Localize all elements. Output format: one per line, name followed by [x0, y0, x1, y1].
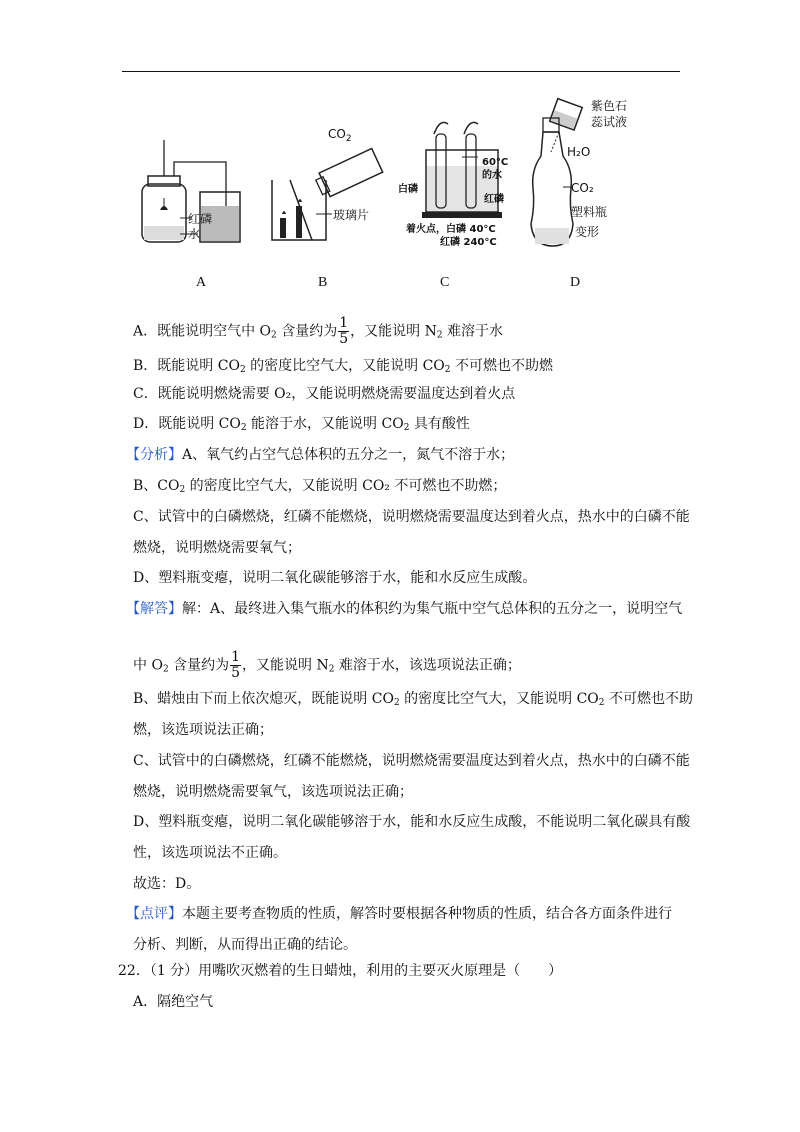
answer-tag: 【解答】	[126, 601, 182, 617]
fig-c-red-p-label: 红磷	[484, 194, 504, 205]
answer-line-7: D、塑料瓶变瘪，说明二氧化碳能够溶于水，能和水反应生成酸，不能说明二氧化碳具有酸	[133, 814, 691, 830]
analysis-line-5: D、塑料瓶变瘪，说明二氧化碳能够溶于水，能和水反应生成酸。	[133, 570, 537, 586]
comment-line-2: 分析、判断，从而得出正确的结论。	[133, 937, 357, 953]
fig-a-red-phosphorus-label: 红磷	[188, 212, 213, 226]
fig-d-litmus-line1: 紫色石	[591, 99, 628, 113]
figure-c-label: C	[440, 275, 450, 290]
fraction-one-fifth: $\frac{1}{5}$	[339, 315, 349, 347]
analysis-line-3: C、试管中的白磷燃烧，红磷不能燃烧，说明燃烧需要温度达到着火点，热水中的白磷不能	[133, 509, 690, 525]
fig-c-hot-water-label: 的水	[482, 170, 502, 181]
answer-line-2: 中 $O_2$ 含量约为 $\frac{1}{5}$ ，又能说明 $N_2$ 难溶于水，该选项说法正确；	[133, 649, 521, 681]
fig-c-white-p-label: 白磷	[398, 184, 418, 195]
answer-line-4: 燃，该选项说法正确；	[133, 722, 273, 738]
analysis-line-1: 【分析】A、氧气约占空气总体积的五分之一，氮气不溶于水；	[126, 447, 515, 463]
fig-d-co2-label: CO₂	[571, 181, 594, 195]
figure-b-label: B	[318, 275, 328, 290]
analysis-line-2: B、$CO_2$ 的密度比空气大，又能说明 CO₂ 不可燃也不助燃；	[133, 478, 507, 495]
fig-c-temp-label: 60°C	[482, 157, 509, 168]
fig-b-co2-label: $CO_2$	[328, 127, 352, 144]
fig-d-litmus-line2: 蕊试液	[591, 115, 628, 129]
analysis-line-4: 燃烧，说明燃烧需要氧气；	[133, 540, 301, 556]
figure-d-apparatus	[525, 96, 675, 250]
fraction-one-fifth-answer: $\frac{1}{5}$	[231, 649, 241, 681]
fig-d-h2o-label: H₂O	[567, 145, 591, 159]
answer-line-6: 燃烧，说明燃烧需要氧气，该选项说法正确；	[133, 784, 413, 800]
option-a: A．既能说明空气中 $O_2$ 含量约为 $\frac{1}{5}$ ，又能说明 $N_2$ 难溶于水	[133, 315, 504, 347]
comment-line-1: 【点评】本题主要考查物质的性质，解答时要根据各种物质的性质，结合各方面条件进行	[126, 906, 672, 922]
figure-b-apparatus	[270, 118, 390, 248]
answer-line-3: B、蜡烛由下而上依次熄灭，既能说明 $CO_2$ 的密度比空气大，又能说明 $CO_2$ 不可燃也不助	[133, 691, 693, 708]
question-22-stem: 22．（1 分）用嘴吹灭燃着的生日蜡烛，利用的主要灭火原理是（ ）	[118, 963, 563, 979]
fig-b-glass-label: 玻璃片	[333, 208, 370, 222]
answer-line-8: 性，该选项说法不正确。	[133, 845, 287, 861]
option-d: D．既能说明 $CO_2$ 能溶于水，又能说明 $CO_2$ 具有酸性	[133, 416, 470, 433]
fig-c-ignition-label: 着火点，白磷 40°C	[406, 224, 496, 235]
question-22-option-a: A．隔绝空气	[133, 994, 214, 1010]
answer-line-5: C、试管中的白磷燃烧，红磷不能燃烧，说明燃烧需要温度达到着火点，热水中的白磷不能	[133, 753, 690, 769]
figure-c-apparatus	[398, 112, 510, 254]
figure-a-label: A	[196, 275, 207, 290]
fig-c-ignition-red-label: 红磷 240°C	[440, 237, 497, 248]
option-b: B．既能说明 $CO_2$ 的密度比空气大，又能说明 $CO_2$ 不可燃也不助燃	[133, 358, 553, 375]
fig-d-deform-label: 变形	[575, 225, 600, 239]
analysis-tag: 【分析】	[126, 447, 182, 463]
answer-line-9: 故选：D。	[133, 876, 201, 892]
fig-a-water-label: 水	[188, 227, 201, 241]
figure-d-label: D	[570, 275, 581, 290]
option-c: C．既能说明燃烧需要 O₂，又能说明燃烧需要温度达到着火点	[133, 386, 516, 402]
figure-a-apparatus	[130, 140, 250, 250]
comment-tag: 【点评】	[126, 906, 182, 922]
fig-d-bottle-label: 塑料瓶	[571, 205, 608, 219]
header-rule	[122, 71, 680, 72]
answer-line-1: 【解答】解：A、最终进入集气瓶水的体积约为集气瓶中空气总体积的五分之一，说明空气	[126, 601, 683, 617]
